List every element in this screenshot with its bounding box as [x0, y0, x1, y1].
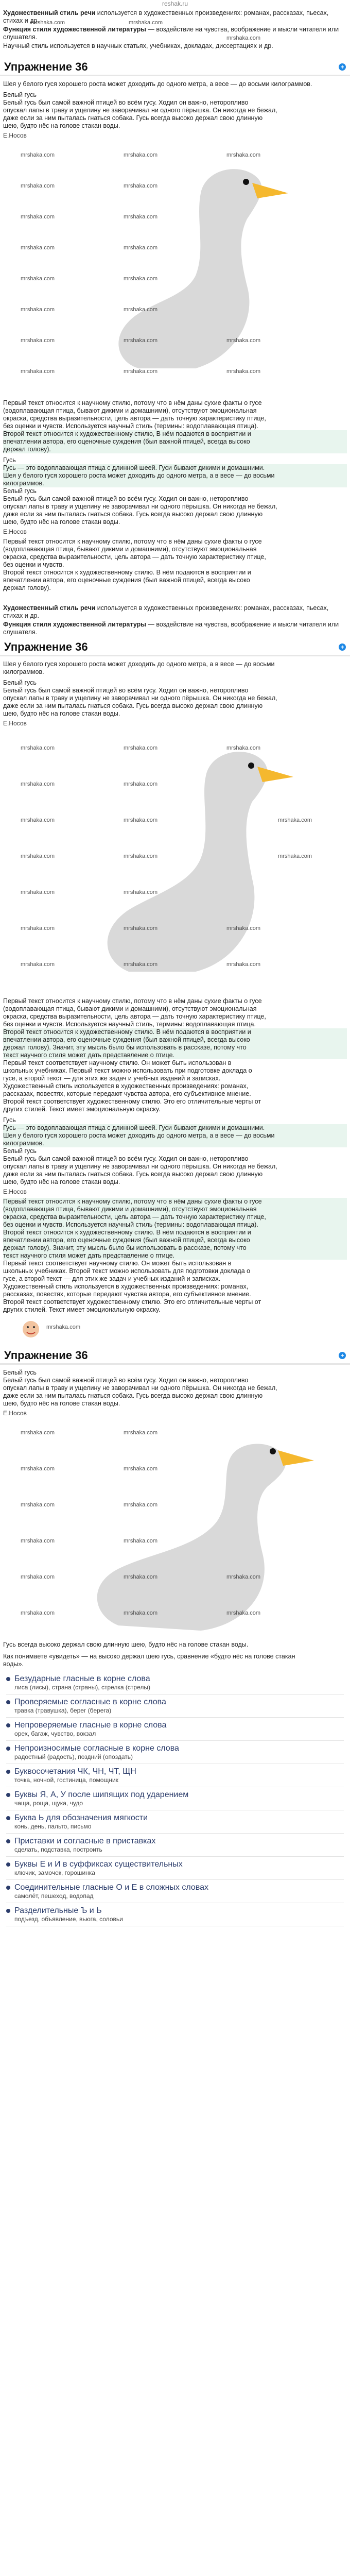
answer-line: Как понимаете «увидеть» — на высоко держал шею гусь, сравнение «будто нёс на голове стакан [3, 1653, 295, 1660]
answer-line: впечатлении автора, его оценочные суждения (был важной птицей, всегда высоко [3, 577, 250, 584]
watermark: mrshaka.com [124, 152, 158, 158]
gus-title: Гусь [3, 1116, 16, 1124]
gus-line: опускал лапы в траву и ущелину не заворачивал ни одного пёрышка. Он никогда не бежал, [3, 503, 277, 510]
goose-illustration-2 [0, 730, 350, 997]
theory-title: Непроверяемые гласные в корне слова [14, 1721, 167, 1730]
exercise-header-1 [0, 59, 350, 76]
answer-line: воды». [3, 1660, 24, 1668]
answer-line: рассказах, повестях, которые передают чувства автора, его субъективное мнение. [3, 1291, 251, 1298]
watermark: mrshaka.com [21, 817, 55, 823]
watermark: mrshaka.com [278, 853, 312, 859]
watermark: mrshaka.com [124, 745, 158, 751]
gus-line: даже если за ним пыталась гнаться собака. Гусь всегда высоко держал свою длинную [3, 1171, 263, 1178]
gus-title: Гусь [3, 456, 16, 464]
mid-rest-1: используется в художественных произведениях: романах, рассказах, пьесах, стихах и др. [3, 604, 329, 619]
answer-line: текст научного стиля может дать представление о птице. [3, 1252, 175, 1259]
answer-line: рассказах, повестях, которые передают чувства автора, его субъективное мнение. [3, 1090, 251, 1097]
theory-title: Безударные гласные в корне слова [14, 1674, 150, 1683]
bullet-icon [6, 1862, 10, 1867]
watermark: mrshaka.com [21, 245, 55, 251]
theory-title: Непроизносимые согласные в корне слова [14, 1744, 179, 1753]
theory-sub: лиса (лисы), страна (страны), стрелка (стрелы) [14, 1684, 150, 1691]
mid-bold-1: Художественный стиль речи [3, 604, 96, 612]
ex-line: Белый гусь был самой важной птицей во всём гусу. Ходил он важно, неторопливо [3, 687, 249, 694]
answer-line: гусе, а второй текст — для этих же задач и учебных изданий и записках. [3, 1275, 221, 1282]
watermark: mrshaka.com [124, 781, 158, 787]
watermark: mrshaka.com [21, 1502, 55, 1508]
theory-title: Буквы Е и И в суффиксах существительных [14, 1860, 183, 1869]
watermark: mrshaka.com [124, 961, 158, 968]
expand-icon[interactable]: + [339, 1352, 346, 1359]
watermark: mrshaka.com [124, 925, 158, 931]
goose-illustration-3 [0, 1419, 350, 1641]
gus-line: шею, будто нёс на голове стакан воды. [3, 518, 120, 526]
theory-title: Буквы Я, А, У после шипящих под ударением [14, 1790, 189, 1799]
answer-line: Второй текст относится к художественному стилю, В нём подаются в восприятии и [3, 430, 251, 437]
answer-line: Второй текст соответствует художественному стилю. Это его отличительные черты от [3, 1098, 261, 1105]
gus-line: Гусь — это водоплавающая птица с длинной шеей. Гуси бывают дикими и домашними. [3, 1124, 265, 1131]
watermark: mrshaka.com [226, 337, 261, 344]
goose-illustration-1 [0, 142, 350, 399]
theory-sub: сделать, подставка, построить [14, 1846, 102, 1853]
answer-line: гусе, а второй текст — для этих же задач и учебных изданий и записках. [3, 1075, 221, 1082]
watermark: mrshaka.com [21, 1466, 55, 1472]
ex-line: даже если за ним пыталась гнаться собака. Гусь всегда высоко держал свою длинную [3, 1392, 263, 1399]
goose-image [0, 1419, 350, 1641]
watermark: mrshaka.com [124, 276, 158, 282]
bullet-icon [6, 1677, 10, 1681]
theory-sub: конь, день, пальто, письмо [14, 1823, 92, 1830]
watermark: mrshaka.com [124, 889, 158, 895]
gus-line: Белый гусь [3, 487, 37, 495]
watermark: mrshaka.com [21, 368, 55, 375]
theory-item[interactable] [6, 1903, 344, 1926]
site-link[interactable]: reshak.ru [162, 0, 188, 7]
ex-line: шею, будто нёс на голове стакан воды. [3, 710, 120, 717]
answer-line: держал голову). Значит, эту мысль было бы использовать в рассказе, потому что [3, 1244, 247, 1251]
bullet-icon [6, 1770, 10, 1774]
bullet-icon [6, 1723, 10, 1727]
theory-sub: точка, ночной, гостиница, помощник [14, 1776, 118, 1784]
answer-2 [0, 997, 350, 1314]
watermark: mrshaka.com [21, 1430, 55, 1436]
exercise-title: Упражнение 36 [4, 640, 88, 653]
theory-item[interactable] [6, 1764, 344, 1787]
watermark: mrshaka.com [21, 853, 55, 859]
watermark: mrshaka.com [226, 152, 261, 158]
answer-line: держал голову). [3, 446, 51, 453]
gus-line: килограммов. [3, 1140, 44, 1147]
watermark: mrshaka.com [226, 1574, 261, 1580]
watermark: mrshaka.com [226, 1610, 261, 1616]
answer-line: других стилей. Текст имеет эмоциональную окраску. [3, 1106, 161, 1113]
watermark: mrshaka.com [278, 817, 312, 823]
answer-line: впечатлении автора, его оценочные суждения (был важной птицей, всегда высоко [3, 1236, 250, 1244]
watermark: mrshaka.com [124, 307, 158, 313]
intro-bold-2: Функция стиля художественной литературы [3, 26, 146, 33]
watermark: mrshaka.com [124, 337, 158, 344]
answer-line: Первый текст относится к научному стилю, потому что в нём даны сухие факты о гусе [3, 399, 262, 406]
theory-item[interactable] [6, 1694, 344, 1718]
watermark: mrshaka.com [21, 1610, 55, 1616]
answer-line: Художественный стиль используется в художественных произведениях: романах, [3, 1082, 249, 1090]
mid-text [0, 602, 350, 636]
theory-item[interactable] [6, 1857, 344, 1880]
bullet-icon [6, 1793, 10, 1797]
watermark: mrshaka.com [21, 152, 55, 158]
watermark: mrshaka.com [226, 368, 261, 375]
watermark: mrshaka.com [226, 925, 261, 931]
theory-item[interactable] [6, 1741, 344, 1764]
theory-title: Разделительные Ъ и Ь [14, 1906, 102, 1915]
theory-title: Приставки и согласные в приставках [14, 1837, 156, 1845]
intro-bold-1: Художественный стиль речи [3, 9, 96, 16]
gus-line: опускал лапы в траву и ущелину не заворачивал ни одного пёрышка. Он никогда не бежал, [3, 1163, 277, 1170]
mid-bold-2: Функция стиля художественной литературы [3, 621, 146, 628]
answer-line: (водоплавающая птица, бывают дикими и домашними), отсутствуют эмоциональная [3, 1206, 257, 1213]
bullet-icon [6, 1886, 10, 1890]
watermark: mrshaka.com [21, 214, 55, 220]
expand-icon[interactable]: + [339, 643, 346, 651]
watermark: mrshaka.com [21, 961, 55, 968]
ex-line: опускал лапы в траву и ущелину не заворачивал ни одного пёрышка. Он никогда не бежал, [3, 1384, 277, 1392]
watermark: mrshaka.com [129, 20, 163, 26]
intro-p3: Научный стиль используется в научных статьях, учебниках, докладах, диссертациях и др. [3, 42, 273, 49]
author: Е.Носов [3, 528, 27, 535]
exercise-3-text [0, 1367, 350, 1417]
theory-sub: орех, багаж, чувство, вокзал [14, 1730, 96, 1737]
theory-item[interactable] [6, 1671, 344, 1694]
exercise-title: Упражнение 36 [4, 60, 88, 73]
answer-line: (водоплавающая птица, бывают дикими и домашними), отсутствуют эмоциональная [3, 407, 257, 414]
gus-line: Белый гусь был самой важной птицей во всём гусу. Ходил он важно, неторопливо [3, 495, 249, 502]
ex-line: опускал лапы в траву и ущелину не заворачивал ни одного пёрышка. Он никогда не бежал, [3, 694, 277, 702]
answer-line: Второй текст относится к художественному стилю. В нём подаются в восприятии и [3, 1028, 251, 1036]
answer-line: школьных учебниках. Второй текст можно использовать для подготовки доклада о [3, 1267, 251, 1275]
answer-line: окраска, средства выразительности, цель автора — дать точную характеристику птице, [3, 415, 266, 422]
watermark: mrshaka.com [46, 1324, 81, 1330]
gus-line: Шея у белого гуся хорошего роста может доходить до одного метра, а в весе — до восьми [3, 1132, 275, 1139]
ex-line: Шея у белого гуся хорошего роста может доходить до одного метра, а в весе — до восьми [3, 660, 275, 668]
watermark: mrshaka.com [226, 35, 261, 41]
author: Е.Носов [3, 720, 27, 727]
watermark: mrshaka.com [124, 853, 158, 859]
watermark: mrshaka.com [21, 781, 55, 787]
answer-line: Первый текст относится к научному стилю, потому что в нём даны сухие факты о гусе [3, 538, 262, 545]
answer-line: без оценки и чувств. Используется научный стиль (термины: водоплавающая птица). [3, 422, 258, 430]
answer-line: (водоплавающая птица, бывают дикими и домашними), отсутствуют эмоциональная [3, 546, 257, 553]
author: Е.Носов [3, 1410, 27, 1417]
answer-line: без оценки и чувств. [3, 561, 64, 568]
intro-text [0, 7, 350, 50]
watermark: mrshaka.com [124, 1610, 158, 1616]
theory-item[interactable] [6, 1834, 344, 1857]
watermark: mrshaka.com [21, 1538, 55, 1544]
ex-line: опускал лапы в траву и ущелину не заворачивал ни одного пёрышка. Он никогда не бежал, [3, 107, 277, 114]
answer-line: Гусь всегда высоко держал свою длинную шею, будто нёс на голове стакан воды. [3, 1641, 249, 1648]
exercise-header-3 [0, 1348, 350, 1365]
intro-block [0, 7, 350, 56]
watermark: mrshaka.com [21, 889, 55, 895]
mid-rest-2: — воздействие на чувства, воображение и мысли читателя или слушателя. [3, 621, 339, 636]
answer-line: школьных учебниках. Первый текст можно использовать при подготовке доклада о [3, 1067, 252, 1074]
gus-line: Шея у белого гуся хорошего роста может доходить до одного метра, а в весе — до восьми [3, 472, 275, 479]
site-topbar[interactable] [0, 0, 350, 7]
watermark: mrshaka.com [21, 1574, 55, 1580]
theory-sub: подъезд, объявление, вьюга, соловьи [14, 1916, 123, 1923]
bullet-icon [6, 1839, 10, 1843]
theory-title: Соединительные гласные О и Е в сложных словах [14, 1883, 208, 1892]
answer-line: Второй текст соответствует художественному стилю. Это его отличительные черты от [3, 1298, 261, 1306]
ex-line: Белый гусь [3, 679, 37, 686]
watermark: mrshaka.com [124, 368, 158, 375]
answer-3 [0, 1641, 350, 1668]
watermark: mrshaka.com [124, 245, 158, 251]
author: Е.Носов [3, 1188, 27, 1195]
ex-line: Шея у белого гуся хорошего роста может доходить до одного метра, а весе — до восьми килограммов. [3, 80, 312, 88]
expand-icon[interactable]: + [339, 63, 346, 71]
ex-line: даже если за ним пыталась гнаться собака. Гусь всегда высоко держал свою длинную [3, 114, 263, 122]
answer-line: Первый текст относится к научному стилю, потому что в нём даны сухие факты о гусе [3, 1198, 262, 1205]
theory-sub: радостный (радость), поздний (опоздать) [14, 1753, 133, 1760]
answer-line: Первый текст соответствует научному стилю. Он может быть использован в [3, 1059, 232, 1066]
answer-line: держал голову). Значит, эту мысль было бы использовать в рассказе, потому что [3, 1044, 247, 1051]
theory-title: Буквосочетания ЧК, ЧН, ЧТ, ЩН [14, 1767, 136, 1776]
ex-line: даже если за ним пыталась гнаться собака. Гусь всегда высоко держал свою длинную [3, 702, 263, 709]
answer-line: держал голову). [3, 584, 51, 591]
answer-line: впечатлении автора, его оценочные суждения (был важной птицей, всегда высоко [3, 438, 250, 445]
ex-line: Белый гусь [3, 1369, 37, 1376]
goose-image [0, 142, 350, 399]
theory-sub: ключик, замочек, горошинка [14, 1869, 95, 1876]
answer-line: текст научного стиля может дать представление о птице. [3, 1052, 175, 1059]
bullet-icon [6, 1816, 10, 1820]
intro-rest-2: — воздействие на чувства, воображение и мысли читателя или слушателя. [3, 26, 339, 41]
watermark: mrshaka.com [21, 745, 55, 751]
bullet-icon [6, 1909, 10, 1913]
watermark: mrshaka.com [21, 925, 55, 931]
exercise-1-text [0, 78, 350, 140]
exercise-2-text [0, 658, 350, 727]
author: Е.Носов [3, 132, 27, 139]
answer-line: Второй текст относится к художественному стилю. В нём подаются в восприятии и [3, 1229, 251, 1236]
theory-sub: травка (травушка), берег (берега) [14, 1707, 112, 1714]
gus-line: шею, будто нёс на голове стакан воды. [3, 1178, 120, 1185]
watermark: mrshaka.com [124, 1430, 158, 1436]
watermark: mrshaka.com [31, 20, 65, 26]
watermark: mrshaka.com [124, 183, 158, 189]
ex-line: Белый гусь [3, 91, 37, 98]
answer-line: Первый текст соответствует научному стилю. Он может быть использован в [3, 1260, 232, 1267]
exercise-header-2 [0, 639, 350, 656]
watermark: mrshaka.com [21, 183, 55, 189]
theory-title: Буква Ь для обозначения мягкости [14, 1814, 148, 1822]
watermark: mrshaka.com [124, 1466, 158, 1472]
watermark: mrshaka.com [21, 307, 55, 313]
theory-item[interactable] [6, 1787, 344, 1810]
mascot-icon [21, 1319, 41, 1340]
gus-line: килограммов. [3, 480, 44, 487]
answer-1 [0, 399, 350, 592]
answer-line: других стилей. Текст имеет эмоциональную окраску. [3, 1306, 161, 1313]
watermark: mrshaka.com [124, 1574, 158, 1580]
watermark: mrshaka.com [21, 337, 55, 344]
theory-title: Проверяемые согласные в корне слова [14, 1698, 166, 1706]
answer-line: без оценки и чувств. Используется научный стиль (термины: водоплавающая птица). [3, 1221, 258, 1228]
watermark: mrshaka.com [226, 745, 261, 751]
bullet-icon [6, 1700, 10, 1704]
ex-line: Белый гусь был самой важной птицей во всём гусу. Ходил он важно, неторопливо [3, 99, 249, 106]
gus-line: Гусь — это водоплавающая птица с длинной шеей. Гуси бывают дикими и домашними. [3, 464, 265, 471]
answer-line: Второй текст относится к художественному стилю. В нём подаются в восприятии и [3, 569, 251, 576]
exercise-title: Упражнение 36 [4, 1349, 88, 1362]
theory-item[interactable] [6, 1810, 344, 1834]
theory-sub: самолёт, пешеход, водопад [14, 1892, 94, 1900]
theory-item[interactable] [6, 1718, 344, 1741]
watermark: mrshaka.com [124, 214, 158, 220]
theory-list [0, 1668, 350, 1926]
ex-line: килограммов. [3, 668, 44, 675]
ex-line: шею, будто нёс на голове стакан воды. [3, 122, 120, 129]
intro-rest-1: используется в художественных произведениях: романах, рассказах, пьесах, стихах и др. [3, 9, 329, 24]
bullet-icon [6, 1747, 10, 1751]
gus-line: Белый гусь был самой важной птицей во всём гусу. Ходил он важно, неторопливо [3, 1155, 249, 1162]
answer-line: окраска, средства выразительности, цель автора — дать точную характеристику птице, [3, 1013, 266, 1020]
theory-item[interactable] [6, 1880, 344, 1903]
answer-line: окраска, средства выразительности, цель автора — дать точную характеристику птице, [3, 1213, 266, 1221]
theory-sub: чаща, роща, щука, чудо [14, 1800, 83, 1807]
answer-line: (водоплавающая птица, бывают дикими и домашними), отсутствуют эмоциональная [3, 1005, 257, 1012]
gus-line: даже если за ним пыталась гнаться собака. Гусь всегда высоко держал свою длинную [3, 511, 263, 518]
answer-line: Художественный стиль используется в художественных произведениях: романах, [3, 1283, 249, 1290]
ex-line: шею, будто нёс на голове стакан воды. [3, 1400, 120, 1407]
watermark: mrshaka.com [226, 961, 261, 968]
ex-line: Белый гусь был самой важной птицей во всём гусу. Ходил он важно, неторопливо [3, 1377, 249, 1384]
answer-line: впечатлении автора, его оценочные суждения (был важной птицей, всегда высоко [3, 1036, 250, 1043]
watermark: mrshaka.com [124, 1538, 158, 1544]
goose-image [0, 730, 350, 997]
answer-line: Первый текст относится к научному стилю, потому что в нём даны сухие факты о гусе [3, 997, 262, 1005]
watermark: mrshaka.com [21, 276, 55, 282]
watermark: mrshaka.com [124, 817, 158, 823]
watermark: mrshaka.com [124, 1502, 158, 1508]
answer-line: окраска, средства выразительности, цель автора — дать точную характеристику птице, [3, 553, 266, 561]
gus-line: Белый гусь [3, 1147, 37, 1155]
ad-placeholder [0, 1314, 350, 1345]
answer-line: без оценки и чувств. Используется научный стиль, термины: водоплавающая птица. [3, 1021, 256, 1028]
